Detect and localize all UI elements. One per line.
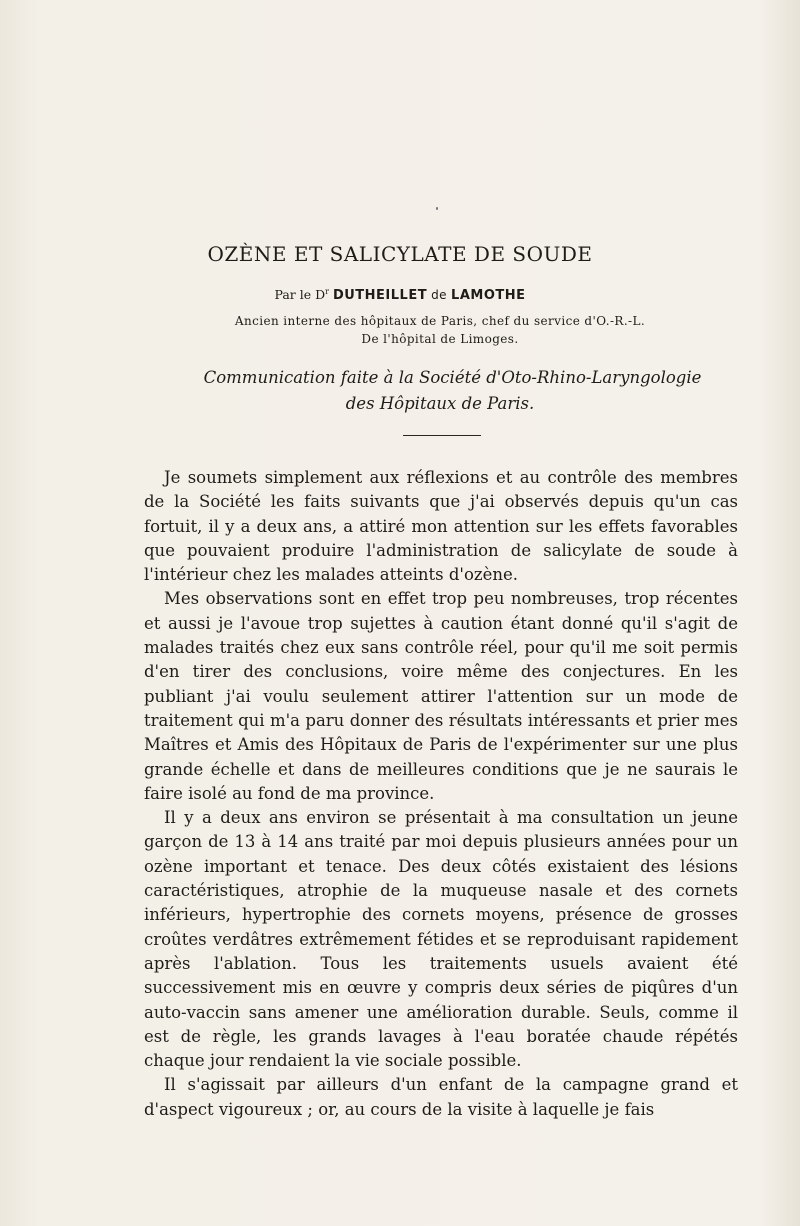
paragraph: Mes observations sont en effet trop peu nombreuses, trop récentes et aussi je l'avoue trop sujettes à caution étant donné qu'il s'agit de malades traités chez eux sans contrôle réel, pour qu'il me soit permis d'en tirer des conclusions, voire même des conjectures. En les publiant j'ai voulu seulement attirer l'attention sur un mode de traitement qui m'a paru donner des résultats intéressants et prier mes Maîtres et Amis des Hôpitaux de Paris de l'expérimenter sur une plus grande échelle et dans de meilleures conditions que je ne saurais le faire isolé au fond de ma province.: [144, 589, 738, 803]
article-body: [144, 466, 738, 1122]
communication-line-2: des Hôpitaux de Paris.: [345, 394, 535, 413]
paragraph: Je soumets simplement aux réflexions et au contrôle des membres de la Société les faits suivants que j'ai observés depuis qu'un cas fortuit, il y a deux ans, a attiré mon attention sur les effets favorables que pouvaient produire l'administration de salicylate de soude à l'intérieur chez les malades atteints d'ozène.: [144, 468, 738, 585]
paragraph: Il y a deux ans environ se présentait à ma consultation un jeune garçon de 13 à 14 ans traité par moi depuis plusieurs années pour un ozène important et tenace. Des deux côtés existaient des lésions caractéristiques, atrophie de la muqueuse nasale et des cornets inférieurs, hypertrophie des cornets moyens, présence de grosses croûtes verdâtres extrêmement fétides et se reproduisant rapidement après l'ablation. Tous les traitements usuels avaient été successivement mis en œuvre y compris deux séries de piqûres d'un auto-vaccin sans amener une amélioration durable. Seuls, comme il est de règle, les grands lavages à l'eau boratée chaude répétés chaque jour rendaient la vie sociale possible.: [144, 808, 738, 1071]
print-speck: [436, 207, 438, 210]
communication-line-1: Communication faite à la Société d'Oto-Rhino-Laryngologie: [203, 368, 702, 387]
affiliation-line-1: Ancien interne des hôpitaux de Paris, chef du service d'O.-R.-L.: [234, 314, 646, 328]
affiliation-line-2: De l'hôpital de Limoges.: [361, 332, 519, 346]
author-prefix-sup: r: [325, 287, 329, 296]
author-line: [0, 287, 800, 303]
author-surname: LAMOTHE: [451, 288, 526, 304]
author-prefix: Par le D: [274, 287, 326, 303]
author-name: DUTHEILLET: [332, 288, 428, 304]
article-title: OZÈNE ET SALICYLATE DE SOUDE: [207, 242, 593, 266]
separator-rule: [403, 435, 481, 436]
paragraph: Il s'agissait par ailleurs d'un enfant de la campagne grand et d'aspect vigoureux ; or, au cours de la visite à laquelle je fais: [144, 1075, 738, 1119]
author-connector: de: [431, 288, 448, 303]
